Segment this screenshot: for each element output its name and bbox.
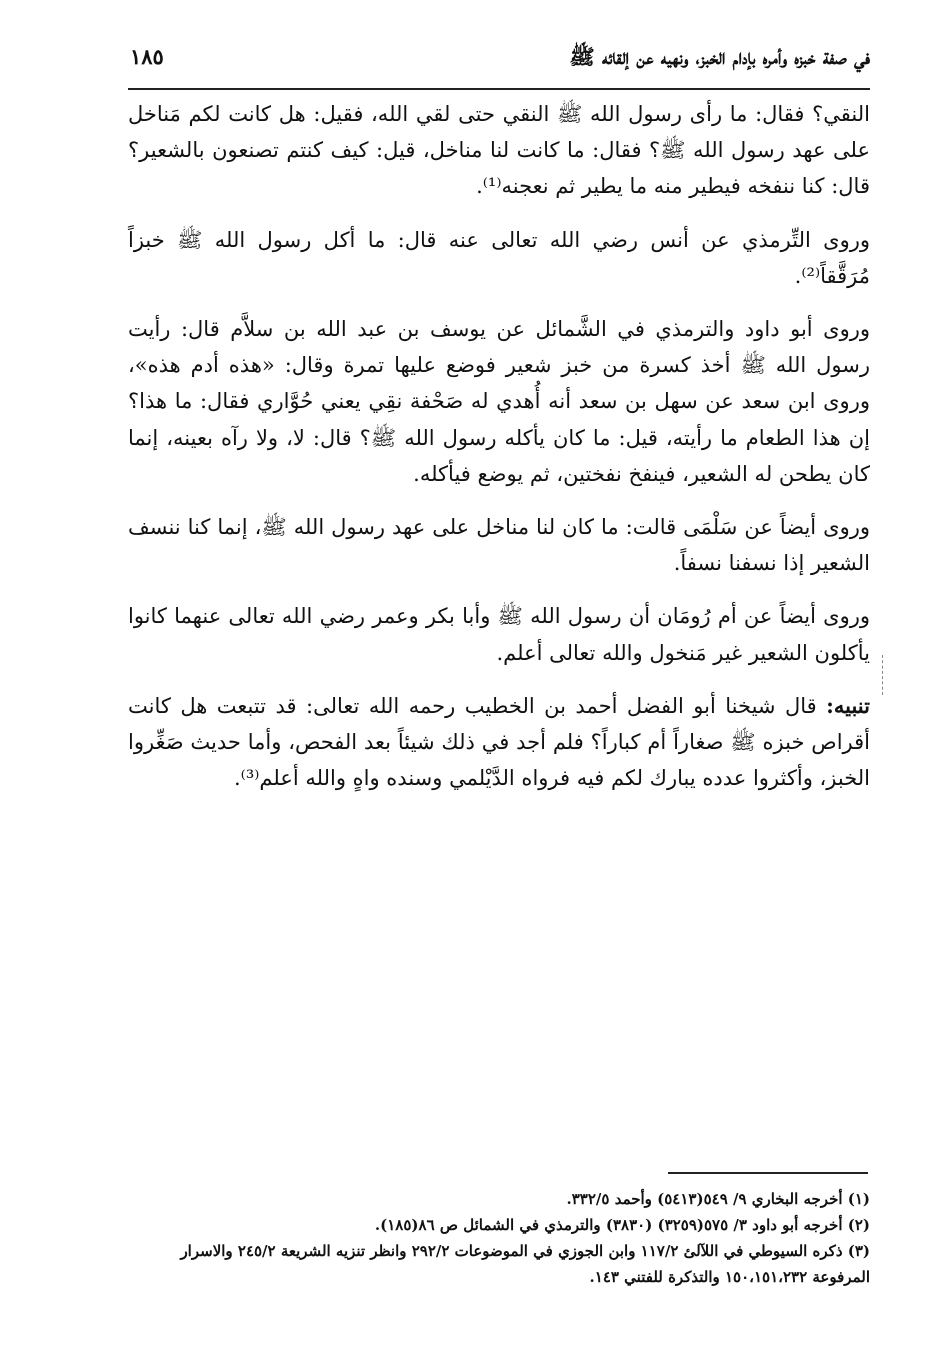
- note-label: تنبيه:: [826, 692, 870, 718]
- paragraph: وروى أيضاً عن سَلْمَى قالت: ما كان لنا مناخل على عهد رسول الله ﷺ، إنما كنا ننسف الشعير إذا نسفنا نسفاً.: [128, 515, 870, 576]
- running-title: في صفة خبزه وأمره بإدام الخبز، ونهيه عن إلقائه ﷺ: [569, 44, 870, 69]
- header-divider: [128, 88, 870, 90]
- page-number: ١٨٥: [130, 44, 164, 69]
- footnote: (١) أخرجه البخاري ٩/ ٥٤٩(٥٤١٣) وأحمد ٣٣٢/٥.: [566, 1190, 870, 1208]
- main-text: [128, 96, 870, 813]
- footnote: (٢) أخرجه أبو داود ٣/ ٥٧٥(٣٢٥٩) (٣٨٣٠) والترمذي في الشمائل ص ٨٦(١٨٥).: [374, 1216, 870, 1234]
- footnote: (٣) ذكره السيوطي في اللآلئ ١١٧/٢ وابن الجوزي في الموضوعات ٢٩٢/٢ وانظر تنزيه الشريعة ٢٤٥/٢ والاسرار المرفوعة ١٥٠،١٥١،٢٣٢ والتذكرة للفتني ١٤٣.: [180, 1242, 870, 1286]
- note-text: قال شيخنا أبو الفضل أحمد بن الخطيب رحمه الله تعالى: قد تتبعت هل كانت أقراص خبزه ﷺ صغاراً أم كباراً؟ فلم أجد في ذلك شيئاً بعد الفحص، وأما حديث صَغِّروا الخبز، وأكثروا عدده يبارك لكم فيه فرواه الدَّيْلمي وسنده واهٍ والله أعلم⁽³⁾.: [128, 693, 870, 791]
- running-header: [128, 36, 870, 86]
- note-paragraph: [128, 688, 870, 797]
- paragraph: وروى أبو داود والترمذي في الشَّمائل عن يوسف بن عبد الله بن سلاَّم قال: رأيت رسول الله ﷺ أخذ كسرة من خبز شعير فوضع عليها تمرة وقال: «هذه أدم هذه»، وروى ابن سعد عن سهل بن سعد أنه أُهدي له صَحْفة نقِي يعني حُوَّاري فقال: ما هذا؟ إن هذا الطعام ما رأيته، قيل: ما كان يأكله رسول الله ﷺ؟ قال: لا، ولا رآه بعينه، إنما كان يطحن له الشعير، فينفخ نفختين، ثم يوضع فيأكله.: [128, 317, 870, 486]
- paragraph: النقي؟ فقال: ما رأى رسول الله ﷺ النقي حتى لقي الله، فقيل: هل كانت لكم مَناخل على عهد رسول الله ﷺ؟ فقال: ما كانت لنا مناخل، قيل: كيف كنتم تصنعون بالشعير؟ قال: كنا ننفخه فيطير منه ما يطير ثم نعجنه⁽¹⁾.: [128, 102, 870, 199]
- paragraph: وروى أيضاً عن أم رُومَان أن رسول الله ﷺ وأبا بكر وعمر رضي الله تعالى عنهما كانوا يأكلون الشعير غير مَنخول والله تعالى أعلم.: [128, 604, 870, 665]
- footnote-divider: [668, 1172, 868, 1174]
- margin-mark: [882, 655, 885, 695]
- footnotes: [128, 1186, 870, 1290]
- paragraph: وروى التِّرمذي عن أنس رضي الله تعالى عنه قال: ما أكل رسول الله ﷺ خبزاً مُرَقَّقاً⁽²⁾.: [128, 227, 870, 288]
